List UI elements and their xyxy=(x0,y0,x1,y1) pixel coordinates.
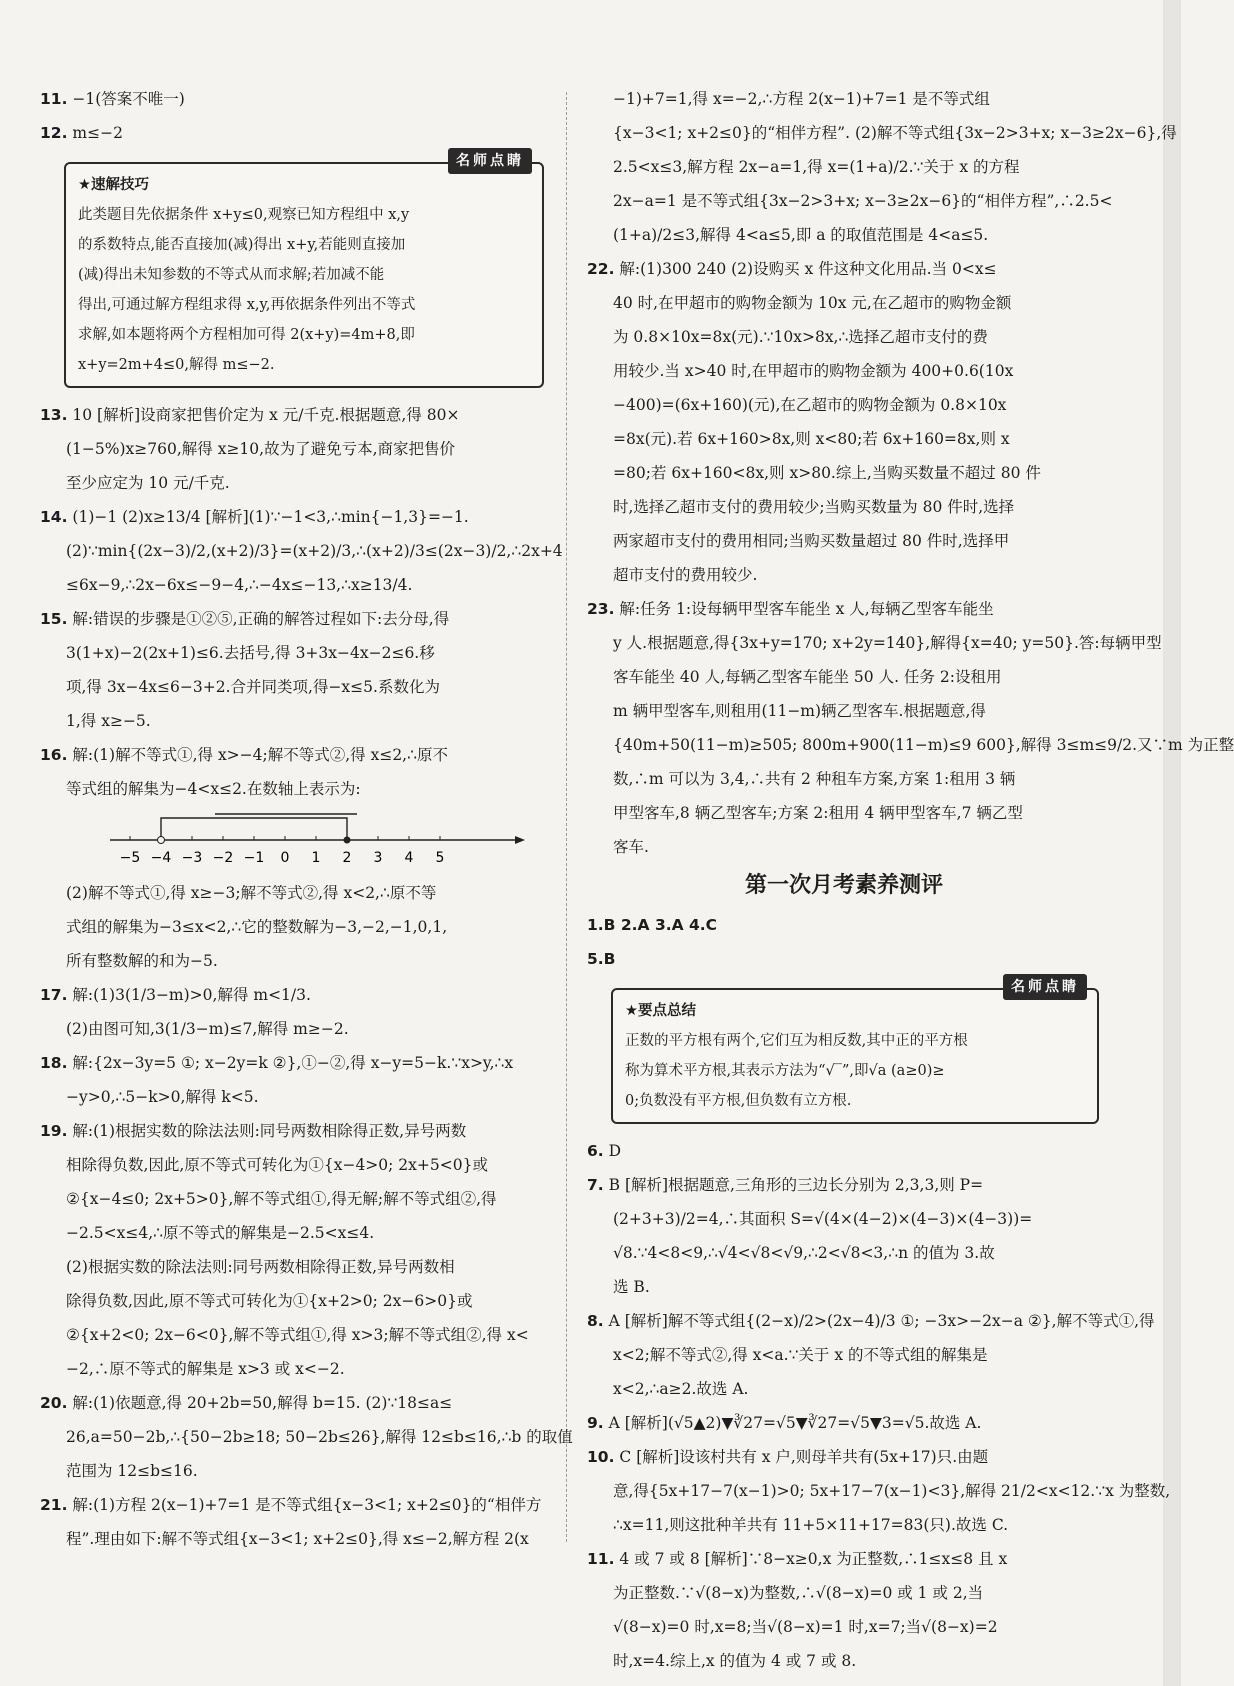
text-line xyxy=(40,772,546,806)
question-number: 12. xyxy=(40,124,68,142)
tip-line: 得出,可通过解方程组求得 x,y,再依据条件列出不等式 xyxy=(78,297,416,313)
tip-box xyxy=(64,153,544,388)
tick-label: −5 xyxy=(119,850,141,866)
text-line xyxy=(587,762,1101,796)
text-line xyxy=(587,184,1113,218)
text-line xyxy=(587,1236,1101,1270)
tip-line: 称为算术平方根,其表示方法为“√‾”,即√a (a≥0)≥ xyxy=(625,1063,945,1079)
line-text: 式组的解集为−3≤x<2,∴它的整数解为−3,−2,−1,0,1, xyxy=(66,918,448,936)
text-line xyxy=(587,1542,1101,1576)
line-text: A [解析](√5▲2)▼∛27=√5▼∛27=√5▼3=√5.故选 A. xyxy=(608,1414,982,1432)
text-line xyxy=(587,942,1101,976)
question-number: 9. xyxy=(587,1414,604,1432)
line-text: 解:(1)3(1/3−m)>0,解得 m<1/3. xyxy=(72,986,311,1004)
text-line xyxy=(587,456,1101,490)
text-line xyxy=(40,466,546,500)
line-text: 4 或 7 或 8 [解析]∵8−x≥0,x 为正整数,∴1≤x≤8 且 x xyxy=(619,1550,1008,1568)
line-text: 范围为 12≤b≤16. xyxy=(66,1462,198,1480)
question-number: 23. xyxy=(587,600,615,618)
text-line xyxy=(40,534,563,568)
column-divider xyxy=(566,92,567,1542)
line-text: =8x(元).若 6x+160>8x,则 x<80;若 6x+160=8x,则 x xyxy=(613,430,1010,448)
text-line xyxy=(40,1318,546,1352)
closed-point xyxy=(344,837,351,844)
line-text: m≤−2 xyxy=(72,124,123,142)
line-text: 选 B. xyxy=(613,1278,650,1296)
line-text: 解:{2x−3y=5 ①; x−2y=k ②},①−②,得 x−y=5−k.∵x>y,∴x xyxy=(72,1054,514,1072)
question-number: 19. xyxy=(40,1122,68,1140)
text-line xyxy=(587,116,1177,150)
line-text: 除得负数,因此,原不等式可转化为①{x+2>0; 2x−6>0}或 xyxy=(66,1292,473,1310)
number-line xyxy=(40,806,546,876)
text-line xyxy=(587,388,1101,422)
tick-label: 2 xyxy=(342,850,352,866)
text-line xyxy=(587,252,1101,286)
line-text: 3(1+x)−2(2x+1)≤6.去括号,得 3+3x−4x−2≤6.移 xyxy=(66,644,435,662)
line-text: 解:(1)300 240 (2)设购买 x 件这种文化用品.当 0<x≤ xyxy=(619,260,997,278)
tip-line: 0;负数没有平方根,但负数有立方根. xyxy=(625,1093,852,1109)
question-number: 11. xyxy=(587,1550,615,1568)
question-number: 13. xyxy=(40,406,68,424)
line-text: 两家超市支付的费用相同;当购买数量超过 80 件时,选择甲 xyxy=(613,532,1010,550)
line-text: (1−5%)x≥760,解得 x≥10,故为了避免亏本,商家把售价 xyxy=(66,440,456,458)
line-text: 解:(1)方程 2(x−1)+7=1 是不等式组{x−3<1; x+2≤0}的“相伴方 xyxy=(72,1496,542,1514)
text-line xyxy=(40,500,546,534)
line-text: D xyxy=(608,1142,622,1160)
text-line xyxy=(587,422,1101,456)
tick-label: 4 xyxy=(404,850,414,866)
tip-line: x+y=2m+4≤0,解得 m≤−2. xyxy=(78,357,275,373)
text-line xyxy=(587,354,1101,388)
line-text: 数,∴m 可以为 3,4,∴共有 2 种租车方案,方案 1:租用 3 辆 xyxy=(613,770,1016,788)
tip-badge: 名师点睛 xyxy=(448,148,532,174)
line-text: −1)+7=1,得 x=−2,∴方程 2(x−1)+7=1 是不等式组 xyxy=(613,90,990,108)
line-text: 2.5<x≤3,解方程 2x−a=1,得 x=(1+a)/2.∵关于 x 的方程 xyxy=(613,158,1020,176)
line-text: 解:(1)解不等式①,得 x>−4;解不等式②,得 x≤2,∴原不 xyxy=(72,746,448,764)
text-line xyxy=(587,1508,1101,1542)
line-text: ≤6x−9,∴2x−6x≤−9−4,∴−4x≤−13,∴x≥13/4. xyxy=(66,576,413,594)
left-column xyxy=(40,82,573,1556)
line-text: 解:(1)依题意,得 20+2b=50,解得 b=15. (2)∵18≤a≤ xyxy=(72,1394,453,1412)
text-line xyxy=(587,286,1101,320)
tick-label: −3 xyxy=(181,850,203,866)
line-text: 客车. xyxy=(613,838,649,856)
text-line xyxy=(40,636,546,670)
text-line xyxy=(40,944,546,978)
text-line xyxy=(40,82,546,116)
text-line xyxy=(587,728,1234,762)
line-text: {x−3<1; x+2≤0}的“相伴方程”. (2)解不等式组{3x−2>3+x; x−3≥2x−6},得 xyxy=(613,124,1177,142)
tick-label: 1 xyxy=(311,850,321,866)
text-line xyxy=(40,1352,546,1386)
open-point xyxy=(158,837,165,844)
text-line xyxy=(587,558,1101,592)
line-text: 用较少.当 x>40 时,在甲超市的购物金额为 400+0.6(10x xyxy=(613,362,1014,380)
text-line xyxy=(587,694,1101,728)
question-number: 15. xyxy=(40,610,68,628)
line-text: 程”.理由如下:解不等式组{x−3<1; x+2≤0},得 x≤−2,解方程 2(x xyxy=(66,1530,529,1548)
question-number: 18. xyxy=(40,1054,68,1072)
text-line xyxy=(587,82,1101,116)
text-line xyxy=(587,1610,1101,1644)
line-text: (2)∵min{(2x−3)/2,(x+2)/3}=(x+2)/3,∴(x+2)/3≤(2x−3)/2,∴2x+4 xyxy=(66,542,563,560)
text-line xyxy=(587,592,1101,626)
text-line xyxy=(40,1386,546,1420)
text-line xyxy=(587,1406,1101,1440)
tick-label: −2 xyxy=(212,850,234,866)
question-number: 8. xyxy=(587,1312,604,1330)
question-number: 22. xyxy=(587,260,615,278)
text-line xyxy=(587,1644,1101,1678)
line-text: (2)由图可知,3(1/3−m)≤7,解得 m≥−2. xyxy=(66,1020,349,1038)
tip-box xyxy=(611,979,1099,1124)
solution-bracket xyxy=(161,818,347,838)
text-line xyxy=(587,1474,1171,1508)
line-text: 解:(1)根据实数的除法法则:同号两数相除得正数,异号两数 xyxy=(72,1122,467,1140)
line-text: √(8−x)=0 时,x=8;当√(8−x)=1 时,x=7;当√(8−x)=2 xyxy=(613,1618,998,1636)
question-number: 14. xyxy=(40,508,68,526)
tick-label: 0 xyxy=(280,850,290,866)
text-line xyxy=(587,1134,1101,1168)
text-line xyxy=(40,1216,546,1250)
text-line xyxy=(587,1576,1101,1610)
line-text: (1+a)/2≤3,解得 4<a≤5,即 a 的取值范围是 4<a≤5. xyxy=(613,226,989,244)
line-text: 时,选择乙超市支付的费用较少;当购买数量为 80 件时,选择 xyxy=(613,498,1015,516)
line-text: 意,得{5x+17−7(x−1)>0; 5x+17−7(x−1)<3},解得 21/2<x<12.∵x 为整数, xyxy=(613,1482,1171,1500)
text-line xyxy=(40,1250,546,1284)
line-text: 为 0.8×10x=8x(元).∵10x>8x,∴选择乙超市支付的费 xyxy=(613,328,988,346)
text-line xyxy=(587,830,1101,864)
line-text: (2)根据实数的除法法则:同号两数相除得正数,异号两数相 xyxy=(66,1258,455,1276)
axis-arrow xyxy=(515,836,525,844)
line-text: ②{x+2<0; 2x−6<0},解不等式组①,得 x>3;解不等式组②,得 x< xyxy=(66,1326,529,1344)
line-text: −1(答案不唯一) xyxy=(72,90,185,108)
text-line xyxy=(40,1148,546,1182)
line-text: A [解析]解不等式组{(2−x)/2>(2x−4)/3 ①; −3x>−2x−a ②},解不等式①,得 xyxy=(608,1312,1155,1330)
line-text: √8.∵4<8<9,∴√4<√8<√9,∴2<√8<3,∴n 的值为 3.故 xyxy=(613,1244,995,1262)
line-text: 1,得 x≥−5. xyxy=(66,712,151,730)
tip-badge: 名师点睛 xyxy=(1003,974,1087,1000)
question-number: 11. xyxy=(40,90,68,108)
text-line xyxy=(40,1080,546,1114)
line-text: 相除得负数,因此,原不等式可转化为①{x−4>0; 2x+5<0}或 xyxy=(66,1156,488,1174)
line-text: 所有整数解的和为−5. xyxy=(66,952,218,970)
line-text: (1)−1 (2)x≥13/4 [解析](1)∵−1<3,∴min{−1,3}=−1. xyxy=(72,508,469,526)
text-line xyxy=(40,1454,546,1488)
question-number: 6. xyxy=(587,1142,604,1160)
tip-line: 正数的平方根有两个,它们互为相反数,其中正的平方根 xyxy=(625,1033,968,1049)
line-text: 40 时,在甲超市的购物金额为 10x 元,在乙超市的购物金额 xyxy=(613,294,1012,312)
line-text: C [解析]设该村共有 x 户,则母羊共有(5x+17)只.由题 xyxy=(619,1448,989,1466)
tip-line: 此类题目先依据条件 x+y≤0,观察已知方程组中 x,y xyxy=(78,207,410,223)
text-line xyxy=(587,626,1162,660)
line-text: m 辆甲型客车,则租用(11−m)辆乙型客车.根据题意,得 xyxy=(613,702,986,720)
text-line xyxy=(40,398,546,432)
line-text: {40m+50(11−m)≥505; 800m+900(11−m)≤9 600},解得 3≤m≤9/2.又∵m 为正整 xyxy=(613,736,1234,754)
number-line-svg xyxy=(100,806,530,876)
line-text: 1.B 2.A 3.A 4.C xyxy=(587,916,718,934)
tick-label: −4 xyxy=(150,850,172,866)
line-text: y 人.根据题意,得{3x+y=170; x+2y=140},解得{x=40; y=50}.答:每辆甲型 xyxy=(613,634,1162,652)
text-line xyxy=(587,524,1101,558)
text-line xyxy=(587,490,1101,524)
tick-label: −1 xyxy=(243,850,265,866)
text-line xyxy=(40,704,546,738)
text-line xyxy=(587,1372,1101,1406)
tick-label: 5 xyxy=(435,850,445,866)
text-line xyxy=(40,1284,546,1318)
tick-label: 3 xyxy=(373,850,383,866)
text-line xyxy=(40,1114,546,1148)
line-text: (2+3+3)/2=4,∴其面积 S=√(4×(4−2)×(4−3)×(4−3))= xyxy=(613,1210,1033,1228)
text-line xyxy=(587,660,1101,694)
line-text: 2x−a=1 是不等式组{3x−2>3+x; x−3≥2x−6}的“相伴方程”,∴2.5< xyxy=(613,192,1113,210)
line-text: ②{x−4≤0; 2x+5>0},解不等式组①,得无解;解不等式组②,得 xyxy=(66,1190,497,1208)
question-number: 21. xyxy=(40,1496,68,1514)
line-text: 解:任务 1:设每辆甲型客车能坐 x 人,每辆乙型客车能坐 xyxy=(619,600,994,618)
text-line xyxy=(587,1338,1101,1372)
text-line xyxy=(40,568,546,602)
text-line xyxy=(40,910,546,944)
line-text: =80;若 6x+160<8x,则 x>80.综上,当购买数量不超过 80 件 xyxy=(613,464,1041,482)
question-number: 10. xyxy=(587,1448,615,1466)
tip-line: 的系数特点,能否直接加(减)得出 x+y,若能则直接加 xyxy=(78,237,406,253)
question-number: 17. xyxy=(40,986,68,1004)
line-text: 10 [解析]设商家把售价定为 x 元/千克.根据题意,得 80× xyxy=(72,406,460,424)
text-line xyxy=(587,796,1101,830)
right-column xyxy=(587,82,1234,1678)
text-line xyxy=(587,1304,1155,1338)
line-text: 等式组的解集为−4<x≤2.在数轴上表示为: xyxy=(66,780,361,798)
section-heading: 第一次月考素养测评 xyxy=(744,873,943,898)
tip-line: (减)得出未知参数的不等式从而求解;若加减不能 xyxy=(78,267,385,283)
line-text: x<2,∴a≥2.故选 A. xyxy=(613,1380,749,1398)
text-line xyxy=(40,1182,546,1216)
text-line xyxy=(40,116,546,150)
line-text: −2.5<x≤4,∴原不等式的解集是−2.5<x≤4. xyxy=(66,1224,375,1242)
question-number: 7. xyxy=(587,1176,604,1194)
tip-line: 求解,如本题将两个方程相加可得 2(x+y)=4m+8,即 xyxy=(78,327,415,343)
text-line xyxy=(40,602,546,636)
text-line xyxy=(40,876,546,910)
text-line xyxy=(587,218,1101,252)
text-line xyxy=(587,150,1101,184)
page-edge xyxy=(1163,0,1181,1686)
line-text: 至少应定为 10 元/千克. xyxy=(66,474,230,492)
text-line xyxy=(40,738,546,772)
question-number: 16. xyxy=(40,746,68,764)
text-line xyxy=(40,1488,546,1522)
text-line xyxy=(40,1522,546,1556)
text-line xyxy=(587,1440,1101,1474)
text-line xyxy=(587,1168,1101,1202)
text-line xyxy=(40,1012,546,1046)
line-text: 解:错误的步骤是①②⑤,正确的解答过程如下:去分母,得 xyxy=(72,610,450,628)
line-text: ∴x=11,则这批种羊共有 11+5×11+17=83(只).故选 C. xyxy=(613,1516,1009,1534)
line-text: 26,a=50−2b,∴{50−2b≥18; 50−2b≤26},解得 12≤b≤16,∴b 的取值 xyxy=(66,1428,573,1446)
tip-title: ★速解技巧 xyxy=(78,177,149,193)
line-text: x<2;解不等式②,得 x<a.∵关于 x 的不等式组的解集是 xyxy=(613,1346,988,1364)
line-text: 超市支付的费用较少. xyxy=(613,566,758,584)
text-line xyxy=(40,432,546,466)
text-line xyxy=(587,1202,1101,1236)
line-text: −400)=(6x+160)(元),在乙超市的购物金额为 0.8×10x xyxy=(613,396,1007,414)
line-text: −y>0,∴5−k>0,解得 k<5. xyxy=(66,1088,259,1106)
text-line xyxy=(587,908,1101,942)
line-text: 项,得 3x−4x≤6−3+2.合并同类项,得−x≤5.系数化为 xyxy=(66,678,440,696)
text-line xyxy=(40,1046,546,1080)
tip-title: ★要点总结 xyxy=(625,1003,696,1019)
text-line xyxy=(40,1420,573,1454)
text-line xyxy=(40,978,546,1012)
line-text: 客车能坐 40 人,每辆乙型客车能坐 50 人. 任务 2:设租用 xyxy=(613,668,1002,686)
line-text: 5.B xyxy=(587,950,616,968)
line-text: 甲型客车,8 辆乙型客车;方案 2:租用 4 辆甲型客车,7 辆乙型 xyxy=(613,804,1023,822)
line-text: 为正整数.∵√(8−x)为整数,∴√(8−x)=0 或 1 或 2,当 xyxy=(613,1584,984,1602)
question-number: 20. xyxy=(40,1394,68,1412)
line-text: B [解析]根据题意,三角形的三边长分别为 2,3,3,则 P= xyxy=(608,1176,984,1194)
line-text: (2)解不等式①,得 x≥−3;解不等式②,得 x<2,∴原不等 xyxy=(66,884,437,902)
line-text: 时,x=4.综上,x 的值为 4 或 7 或 8. xyxy=(613,1652,857,1670)
text-line xyxy=(587,1270,1101,1304)
text-line xyxy=(40,670,546,704)
text-line xyxy=(587,320,1101,354)
line-text: −2,∴原不等式的解集是 x>3 或 x<−2. xyxy=(66,1360,345,1378)
